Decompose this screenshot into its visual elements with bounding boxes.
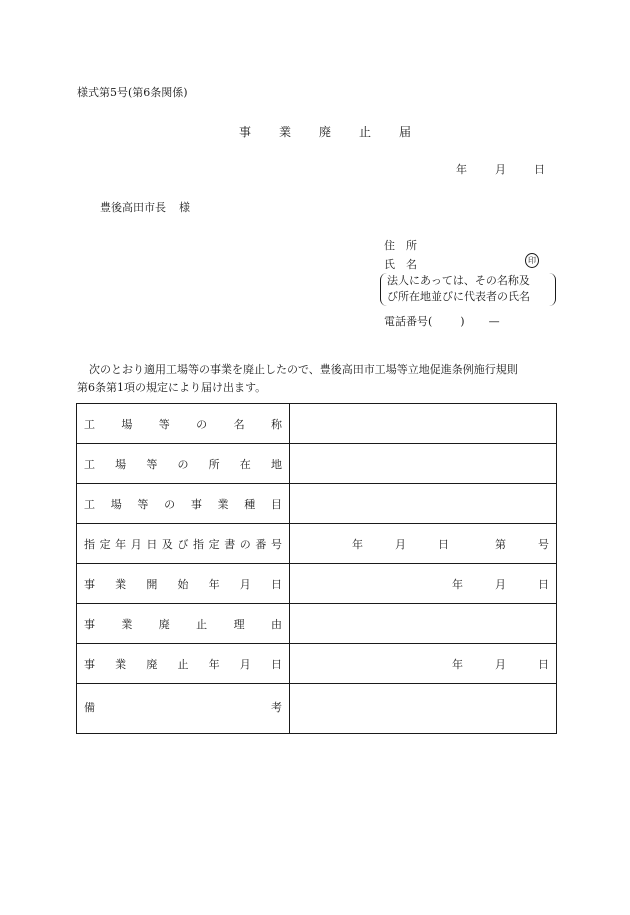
row-label-text: 工 場 等 の 所 在 地 — [84, 457, 282, 471]
row-label — [77, 484, 290, 524]
table-row — [77, 444, 557, 484]
addressee — [100, 199, 190, 215]
corporation-note-line2: び所在地並びに代表者の氏名 — [387, 290, 530, 303]
phone-line — [384, 313, 500, 329]
ymd-month-label: 月 — [495, 577, 506, 591]
table-row — [77, 404, 557, 444]
row-value[interactable] — [290, 564, 557, 604]
designation-day-label: 日 — [438, 537, 449, 551]
row-value[interactable] — [290, 484, 557, 524]
table-row — [77, 524, 557, 564]
row-label-text: 事 業 廃 止 年 月 日 — [84, 657, 282, 671]
row-label-text: 指 定 年 月 日 及 び 指 定 書 の 番 号 — [84, 537, 282, 551]
row-value[interactable] — [290, 524, 557, 564]
designation-month-label: 月 — [395, 537, 406, 551]
form-table — [76, 403, 557, 734]
date-day-label: 日 — [534, 163, 545, 176]
ymd-year-label: 年 — [452, 577, 463, 591]
row-label-text: 事 業 開 始 年 月 日 — [84, 577, 282, 591]
designation-no-label: 第 — [495, 537, 506, 551]
phone-paren-close: ) — [460, 315, 465, 328]
phone-label: 電話番号( — [384, 315, 433, 328]
body-text-line1: 次のとおり適用工場等の事業を廃止したので、豊後高田市工場等立地促進条例施行規則 — [89, 363, 518, 376]
row-value[interactable] — [290, 404, 557, 444]
seal-mark: 印 — [525, 253, 539, 268]
submission-date — [456, 161, 545, 177]
addressee-name: 豊後高田市長 — [100, 201, 166, 214]
body-text-line2: 第6条第1項の規定により届け出ます。 — [77, 381, 267, 394]
form-number: 様式第5号(第6条関係) — [77, 86, 188, 99]
applicant-address-label: 住 所 — [384, 239, 417, 252]
designation-year-label: 年 — [352, 537, 363, 551]
table-row — [77, 684, 557, 734]
row-label — [77, 524, 290, 564]
row-value[interactable] — [290, 644, 557, 684]
ymd-year-label: 年 — [452, 657, 463, 671]
row-value[interactable] — [290, 684, 557, 734]
row-value[interactable] — [290, 604, 557, 644]
row-label-text: 事 業 廃 止 理 由 — [84, 617, 282, 631]
table-row — [77, 644, 557, 684]
row-label — [77, 644, 290, 684]
ymd-month-label: 月 — [495, 657, 506, 671]
table-row — [77, 484, 557, 524]
row-label — [77, 564, 290, 604]
corporation-note — [380, 273, 556, 306]
row-label — [77, 444, 290, 484]
date-year-label: 年 — [456, 163, 467, 176]
row-label-text: 工 場 等 の 事 業 種 目 — [84, 497, 282, 511]
row-label — [77, 684, 290, 734]
addressee-honorific: 様 — [179, 201, 190, 214]
table-row — [77, 564, 557, 604]
ymd-day-label: 日 — [538, 657, 549, 671]
row-value[interactable] — [290, 444, 557, 484]
ymd-day-label: 日 — [538, 577, 549, 591]
date-month-label: 月 — [495, 163, 506, 176]
table-row — [77, 604, 557, 644]
row-label-text: 備 考 — [84, 701, 282, 714]
corporation-note-line1: 法人にあっては、その名称及 — [387, 274, 530, 287]
document-title: 事業廃止届 — [239, 125, 440, 139]
phone-dash: — — [488, 315, 500, 328]
body-text — [77, 361, 557, 397]
row-label — [77, 604, 290, 644]
row-label-text: 工 場 等 の 名 称 — [84, 417, 282, 431]
designation-go-label: 号 — [538, 537, 549, 551]
row-label — [77, 404, 290, 444]
applicant-name-label: 氏 名 — [384, 258, 417, 271]
